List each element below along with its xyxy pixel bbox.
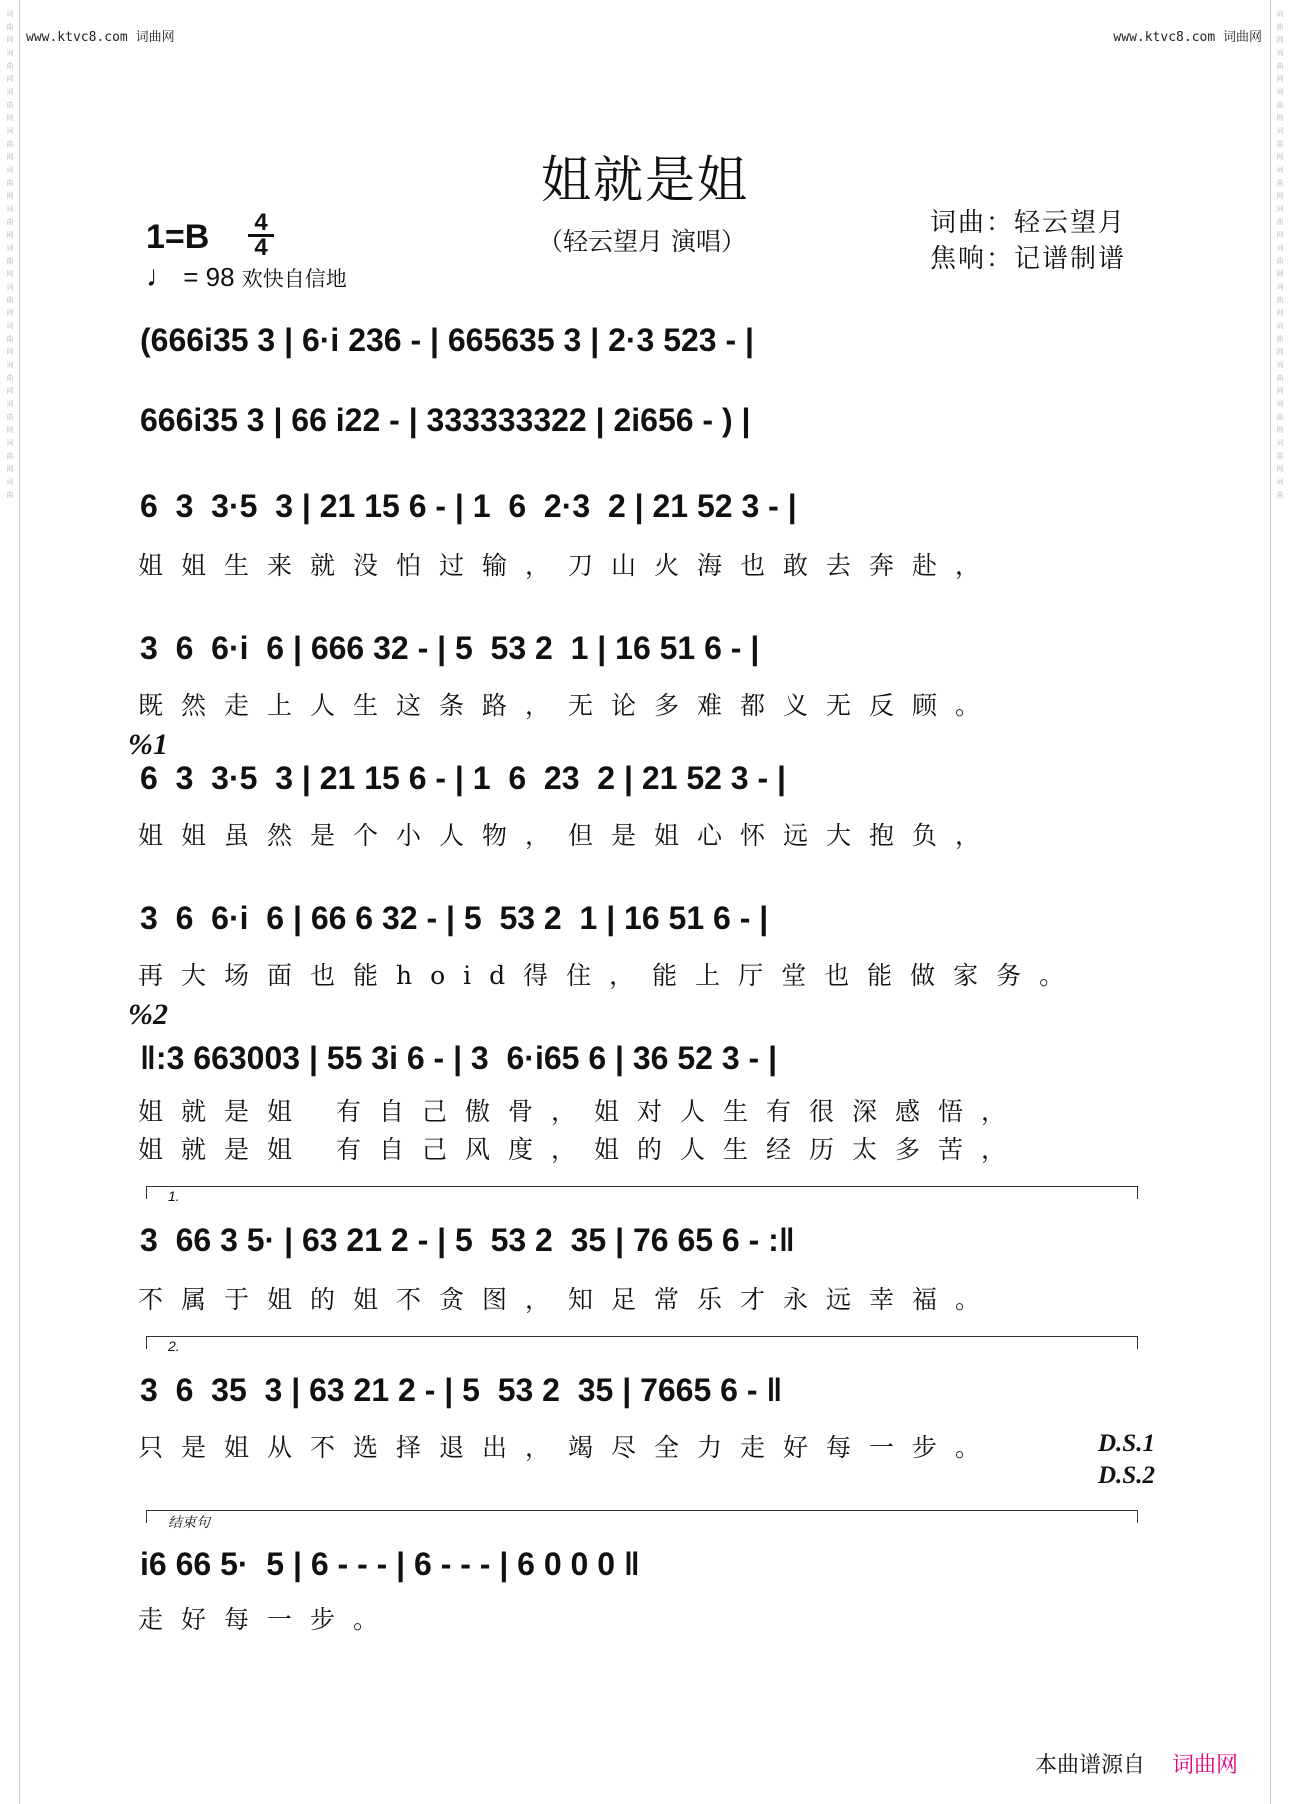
watermark-glyph: 词 — [6, 127, 14, 135]
watermark-glyph: 曲 — [6, 335, 14, 343]
tempo-expression: 欢快自信地 — [241, 268, 347, 291]
watermark-glyph: 词 — [1276, 478, 1284, 486]
note-line: (666i35 3 | 6·i 236 - | 665635 3 | 2·3 523 - | — [140, 322, 754, 358]
watermark-glyph: 网 — [6, 465, 14, 473]
watermark-glyph: 曲 — [6, 491, 14, 499]
key-signature: 1=B — [146, 218, 210, 256]
watermark-glyph: 网 — [6, 75, 14, 83]
watermark-glyph: 网 — [1276, 465, 1284, 473]
note-line: 3 6 6·i 6 | 66 6 32 - | 5 53 2 1 | 16 51 6 - | — [140, 900, 769, 936]
right-margin-strip — [1270, 0, 1290, 1804]
source-site-link[interactable]: 词曲网 — [1172, 1752, 1239, 1777]
watermark-glyph: 曲 — [6, 140, 14, 148]
ending-bracket — [146, 1336, 1138, 1349]
lyric-line: 只是姐从不选择退出，竭尽全力走好每一步。 — [138, 1433, 999, 1462]
watermark-glyph: 词 — [6, 166, 14, 174]
lyric-line: 不属于姐的姐不贪图，知足常乐才永远幸福。 — [138, 1285, 999, 1314]
watermark-glyph: 词 — [1276, 439, 1284, 447]
watermark-glyph: 曲 — [1276, 140, 1284, 148]
quarter-note-icon: ♩ — [146, 260, 176, 293]
segno-1: %1 — [128, 728, 168, 761]
time-signature-bottom: 4 — [254, 234, 268, 261]
watermark-glyph: 曲 — [1276, 257, 1284, 265]
watermark-glyph: 词 — [1276, 88, 1284, 96]
segno-2: %2 — [128, 998, 168, 1031]
watermark-glyph: 曲 — [6, 413, 14, 421]
ending-label: 1. — [168, 1188, 180, 1204]
note-line: 3 66 3 5· | 63 21 2 - | 5 53 2 35 | 76 65 6 - :‖ — [140, 1222, 795, 1258]
ds-1-mark: D.S.1 — [1098, 1430, 1155, 1457]
left-margin-strip — [0, 0, 20, 1804]
watermark-glyph: 曲 — [1276, 23, 1284, 31]
note-line: ‖:3 663003 | 55 3i 6 - | 3 6·i65 6 | 36 52 3 - | — [140, 1040, 778, 1076]
note-line: i6 66 5· 5 | 6 - - - | 6 - - - | 6 0 0 0 ‖ — [140, 1546, 640, 1582]
tempo-marking — [146, 260, 347, 294]
lyric-line: 再大场面也能hoid得住，能上厅堂也能做家务。 — [138, 961, 1083, 990]
watermark-glyph: 词 — [6, 10, 14, 18]
lyric-line: 姐姐生来就没怕过输，刀山火海也敢去奔赴， — [138, 551, 999, 580]
watermark-glyph: 曲 — [1276, 218, 1284, 226]
watermark-glyph: 曲 — [1276, 335, 1284, 343]
watermark-glyph: 网 — [6, 348, 14, 356]
score-row — [138, 1188, 1140, 1314]
ending-label: 结束句 — [168, 1514, 210, 1530]
watermark-glyph: 词 — [6, 283, 14, 291]
watermark-glyph: 词 — [1276, 244, 1284, 252]
watermark-glyph: 曲 — [6, 452, 14, 460]
watermark-glyph: 词 — [1276, 322, 1284, 330]
watermark-glyph: 网 — [6, 309, 14, 317]
watermark-glyph: 词 — [6, 244, 14, 252]
watermark-glyph: 词 — [6, 88, 14, 96]
score-row — [140, 402, 1140, 462]
note-line: 6 3 3·5 3 | 21 15 6 - | 1 6 23 2 | 21 52 3 - | — [140, 760, 786, 796]
watermark-glyph: 曲 — [6, 101, 14, 109]
watermark-glyph: 网 — [1276, 309, 1284, 317]
watermark-glyph: 网 — [1276, 348, 1284, 356]
watermark-glyph: 词 — [6, 49, 14, 57]
site-url-right[interactable]: www.ktvc8.com 词曲网 — [1113, 30, 1262, 45]
note-line: 666i35 3 | 66 i22 - | 333333322 | 2i656 - ) | — [140, 402, 751, 438]
watermark-glyph: 曲 — [6, 257, 14, 265]
right-watermark — [1270, 10, 1290, 504]
watermark-glyph: 词 — [6, 400, 14, 408]
watermark-glyph: 网 — [6, 114, 14, 122]
watermark-glyph: 网 — [1276, 387, 1284, 395]
watermark-glyph: 词 — [6, 322, 14, 330]
lyric-line: 走好每一步。 — [138, 1605, 397, 1634]
watermark-glyph: 词 — [1276, 400, 1284, 408]
watermark-glyph: 网 — [6, 270, 14, 278]
source-label: 本曲谱源自 — [1035, 1752, 1146, 1777]
watermark-glyph: 网 — [1276, 114, 1284, 122]
watermark-glyph: 网 — [1276, 153, 1284, 161]
ending-label: 2. — [168, 1338, 180, 1354]
left-watermark — [0, 10, 20, 504]
watermark-glyph: 网 — [6, 36, 14, 44]
watermark-glyph: 网 — [1276, 75, 1284, 83]
tempo-value: = 98 — [183, 262, 235, 292]
watermark-glyph: 曲 — [1276, 374, 1284, 382]
watermark-glyph: 曲 — [1276, 62, 1284, 70]
watermark-glyph: 词 — [1276, 49, 1284, 57]
song-title: 姐就是姐 — [541, 151, 749, 209]
score-row — [138, 900, 1140, 990]
watermark-glyph: 词 — [1276, 10, 1284, 18]
note-line: 3 6 6·i 6 | 666 32 - | 5 53 2 1 | 16 51 6 - | — [140, 630, 760, 666]
score-row — [138, 488, 1140, 580]
lyricist-composer-credit: 词曲：轻云望月 — [930, 208, 1127, 238]
watermark-glyph: 词 — [6, 361, 14, 369]
watermark-glyph: 网 — [1276, 192, 1284, 200]
watermark-glyph: 网 — [1276, 270, 1284, 278]
watermark-glyph: 词 — [1276, 166, 1284, 174]
watermark-glyph: 曲 — [6, 23, 14, 31]
watermark-glyph: 网 — [1276, 426, 1284, 434]
watermark-glyph: 网 — [6, 231, 14, 239]
site-url-left[interactable]: www.ktvc8.com 词曲网 — [26, 30, 175, 45]
watermark-glyph: 曲 — [1276, 179, 1284, 187]
watermark-glyph: 曲 — [1276, 491, 1284, 499]
singer-credit: （轻云望月 演唱） — [538, 227, 746, 256]
lyric-line: 既然走上人生这条路，无论多难都义无反顾。 — [138, 691, 999, 720]
score-row — [138, 1514, 1140, 1634]
lyric-line: 姐就是姐 有自己傲骨，姐对人生有很深感悟， — [138, 1097, 1024, 1126]
watermark-glyph: 网 — [6, 387, 14, 395]
watermark-glyph: 曲 — [1276, 452, 1284, 460]
watermark-glyph: 网 — [1276, 231, 1284, 239]
watermark-glyph: 词 — [1276, 361, 1284, 369]
time-signature-top: 4 — [248, 212, 274, 237]
arranger-credit: 焦响：记谱制谱 — [930, 244, 1127, 274]
watermark-glyph: 曲 — [6, 374, 14, 382]
watermark-glyph: 词 — [1276, 205, 1284, 213]
watermark-glyph: 曲 — [6, 218, 14, 226]
time-signature — [248, 209, 274, 261]
watermark-glyph: 网 — [6, 426, 14, 434]
watermark-glyph: 网 — [6, 153, 14, 161]
ds-2-mark: D.S.2 — [1098, 1462, 1155, 1489]
watermark-glyph: 曲 — [6, 296, 14, 304]
lyric-line: 姐姐虽然是个小人物，但是姐心怀远大抱负， — [138, 821, 999, 850]
watermark-glyph: 词 — [1276, 283, 1284, 291]
note-line: 6 3 3·5 3 | 21 15 6 - | 1 6 2·3 2 | 21 52 3 - | — [140, 488, 797, 524]
watermark-glyph: 曲 — [6, 179, 14, 187]
note-line: 3 6 35 3 | 63 21 2 - | 5 53 2 35 | 7665 6 - ‖ — [140, 1372, 783, 1408]
watermark-glyph: 曲 — [1276, 296, 1284, 304]
score-row — [140, 322, 1140, 382]
watermark-glyph: 曲 — [1276, 413, 1284, 421]
watermark-glyph: 曲 — [1276, 101, 1284, 109]
watermark-glyph: 网 — [6, 192, 14, 200]
watermark-glyph: 网 — [1276, 36, 1284, 44]
ending-bracket — [146, 1510, 1138, 1523]
watermark-glyph: 词 — [6, 439, 14, 447]
watermark-glyph: 词 — [1276, 127, 1284, 135]
score-row — [138, 1040, 1140, 1164]
score-row — [138, 630, 1140, 720]
watermark-glyph: 词 — [6, 478, 14, 486]
watermark-glyph: 词 — [6, 205, 14, 213]
lyric-line-verse-2: 姐就是姐 有自己风度，姐的人生经历太多苦， — [138, 1135, 1024, 1164]
watermark-glyph: 曲 — [6, 62, 14, 70]
score-row — [138, 760, 1140, 850]
ending-bracket — [146, 1186, 1138, 1199]
